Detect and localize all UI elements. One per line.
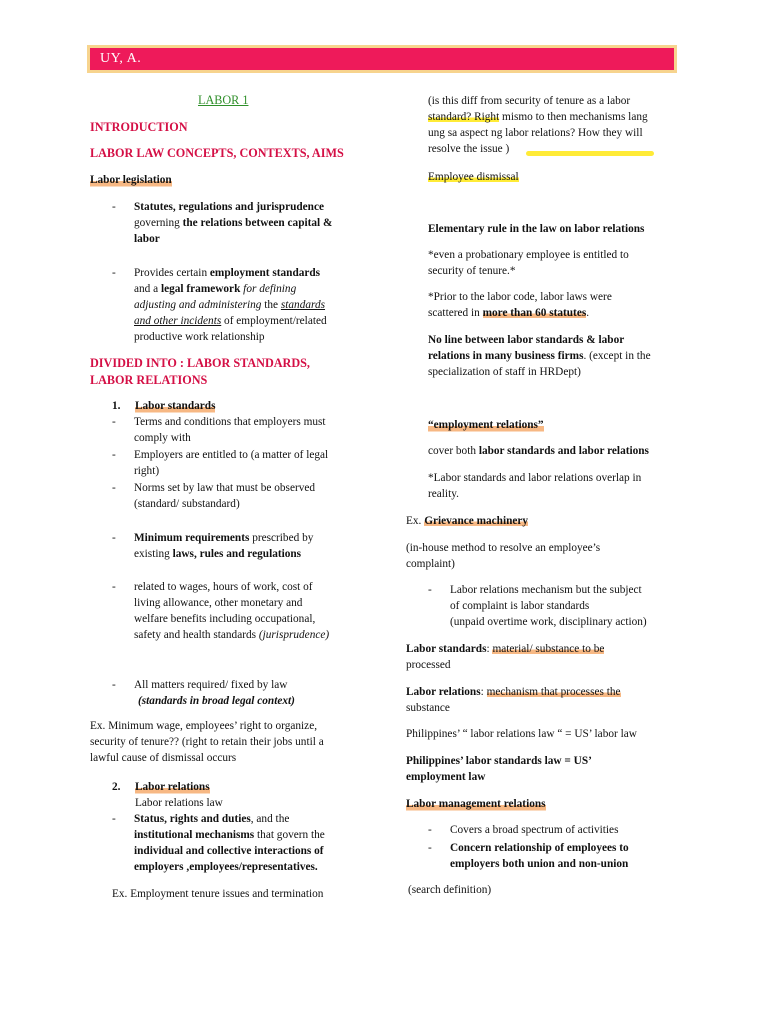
heading-divided-line1: DIVIDED INTO : LABOR STANDARDS,: [90, 356, 310, 370]
in-house-method: (in-house method to resolve an employee’s complaint): [406, 542, 601, 570]
author-name: UY, A.: [100, 51, 142, 66]
heading-introduction: INTRODUCTION: [90, 120, 188, 134]
list-number-1: 1.: [112, 400, 121, 412]
heading-divided-line2: LABOR RELATIONS: [90, 373, 208, 387]
example-minimum-wage: Ex. Minimum wage, employees’ right to organize, security of tenure?? (right to retain their jobs until a lawful cause of dismissal occurs: [90, 720, 324, 764]
elementary-rule: Elementary rule in the law on labor relations: [428, 223, 645, 235]
cover-both: cover both labor standards and labor relations: [428, 445, 649, 457]
heading-legislation: Labor legislation: [90, 174, 172, 186]
yellow-highlight-stroke: [526, 151, 654, 156]
header-bar: [87, 45, 677, 73]
labor-relations-law: Labor relations law: [135, 797, 223, 809]
labor-relations-def: Labor relations: mechanism that processes the substance: [406, 686, 621, 714]
prior-labor-code-note: *Prior to the labor code, labor laws were scattered in more than 60 statutes.: [428, 291, 612, 319]
philippines-labor-relations-law: Philippines’ “ labor relations law “ = US’ labor law: [406, 728, 637, 740]
probationary-note: *even a probationary employee is entitled to security of tenure.*: [428, 249, 629, 277]
example-grievance: Ex. Grievance machinery: [406, 515, 529, 527]
philippines-labor-standards-law: Philippines’ labor standards law = US’ employment law: [406, 755, 592, 783]
labor-management-relations: Labor management relations: [406, 798, 546, 810]
question-note: (is this diff from security of tenure as a labor standard? Right mismo to then mechanisms lang ung sa aspect ng labor relations? How they will resolve the issue ): [428, 95, 648, 155]
employment-relations: “employment relations”: [428, 419, 544, 431]
example-tenure: Ex. Employment tenure issues and termination: [112, 888, 324, 900]
heading-labor-standards: Labor standards: [135, 400, 216, 412]
search-definition: (search definition): [408, 884, 492, 896]
overlap-note: *Labor standards and labor relations overlap in reality.: [428, 472, 642, 500]
list-number-2: 2.: [112, 781, 121, 793]
doc-title: LABOR 1: [198, 93, 249, 107]
no-line-note: No line between labor standards & labor relations in many business firms. (except in the specialization of staff in HRDept): [428, 334, 651, 378]
heading-labor-relations: Labor relations: [135, 781, 210, 793]
employee-dismissal: Employee dismissal: [428, 171, 519, 183]
labor-standards-def: Labor standards: material/ substance to be processed: [406, 643, 605, 671]
heading-concepts: LABOR LAW CONCEPTS, CONTEXTS, AIMS: [90, 146, 344, 160]
